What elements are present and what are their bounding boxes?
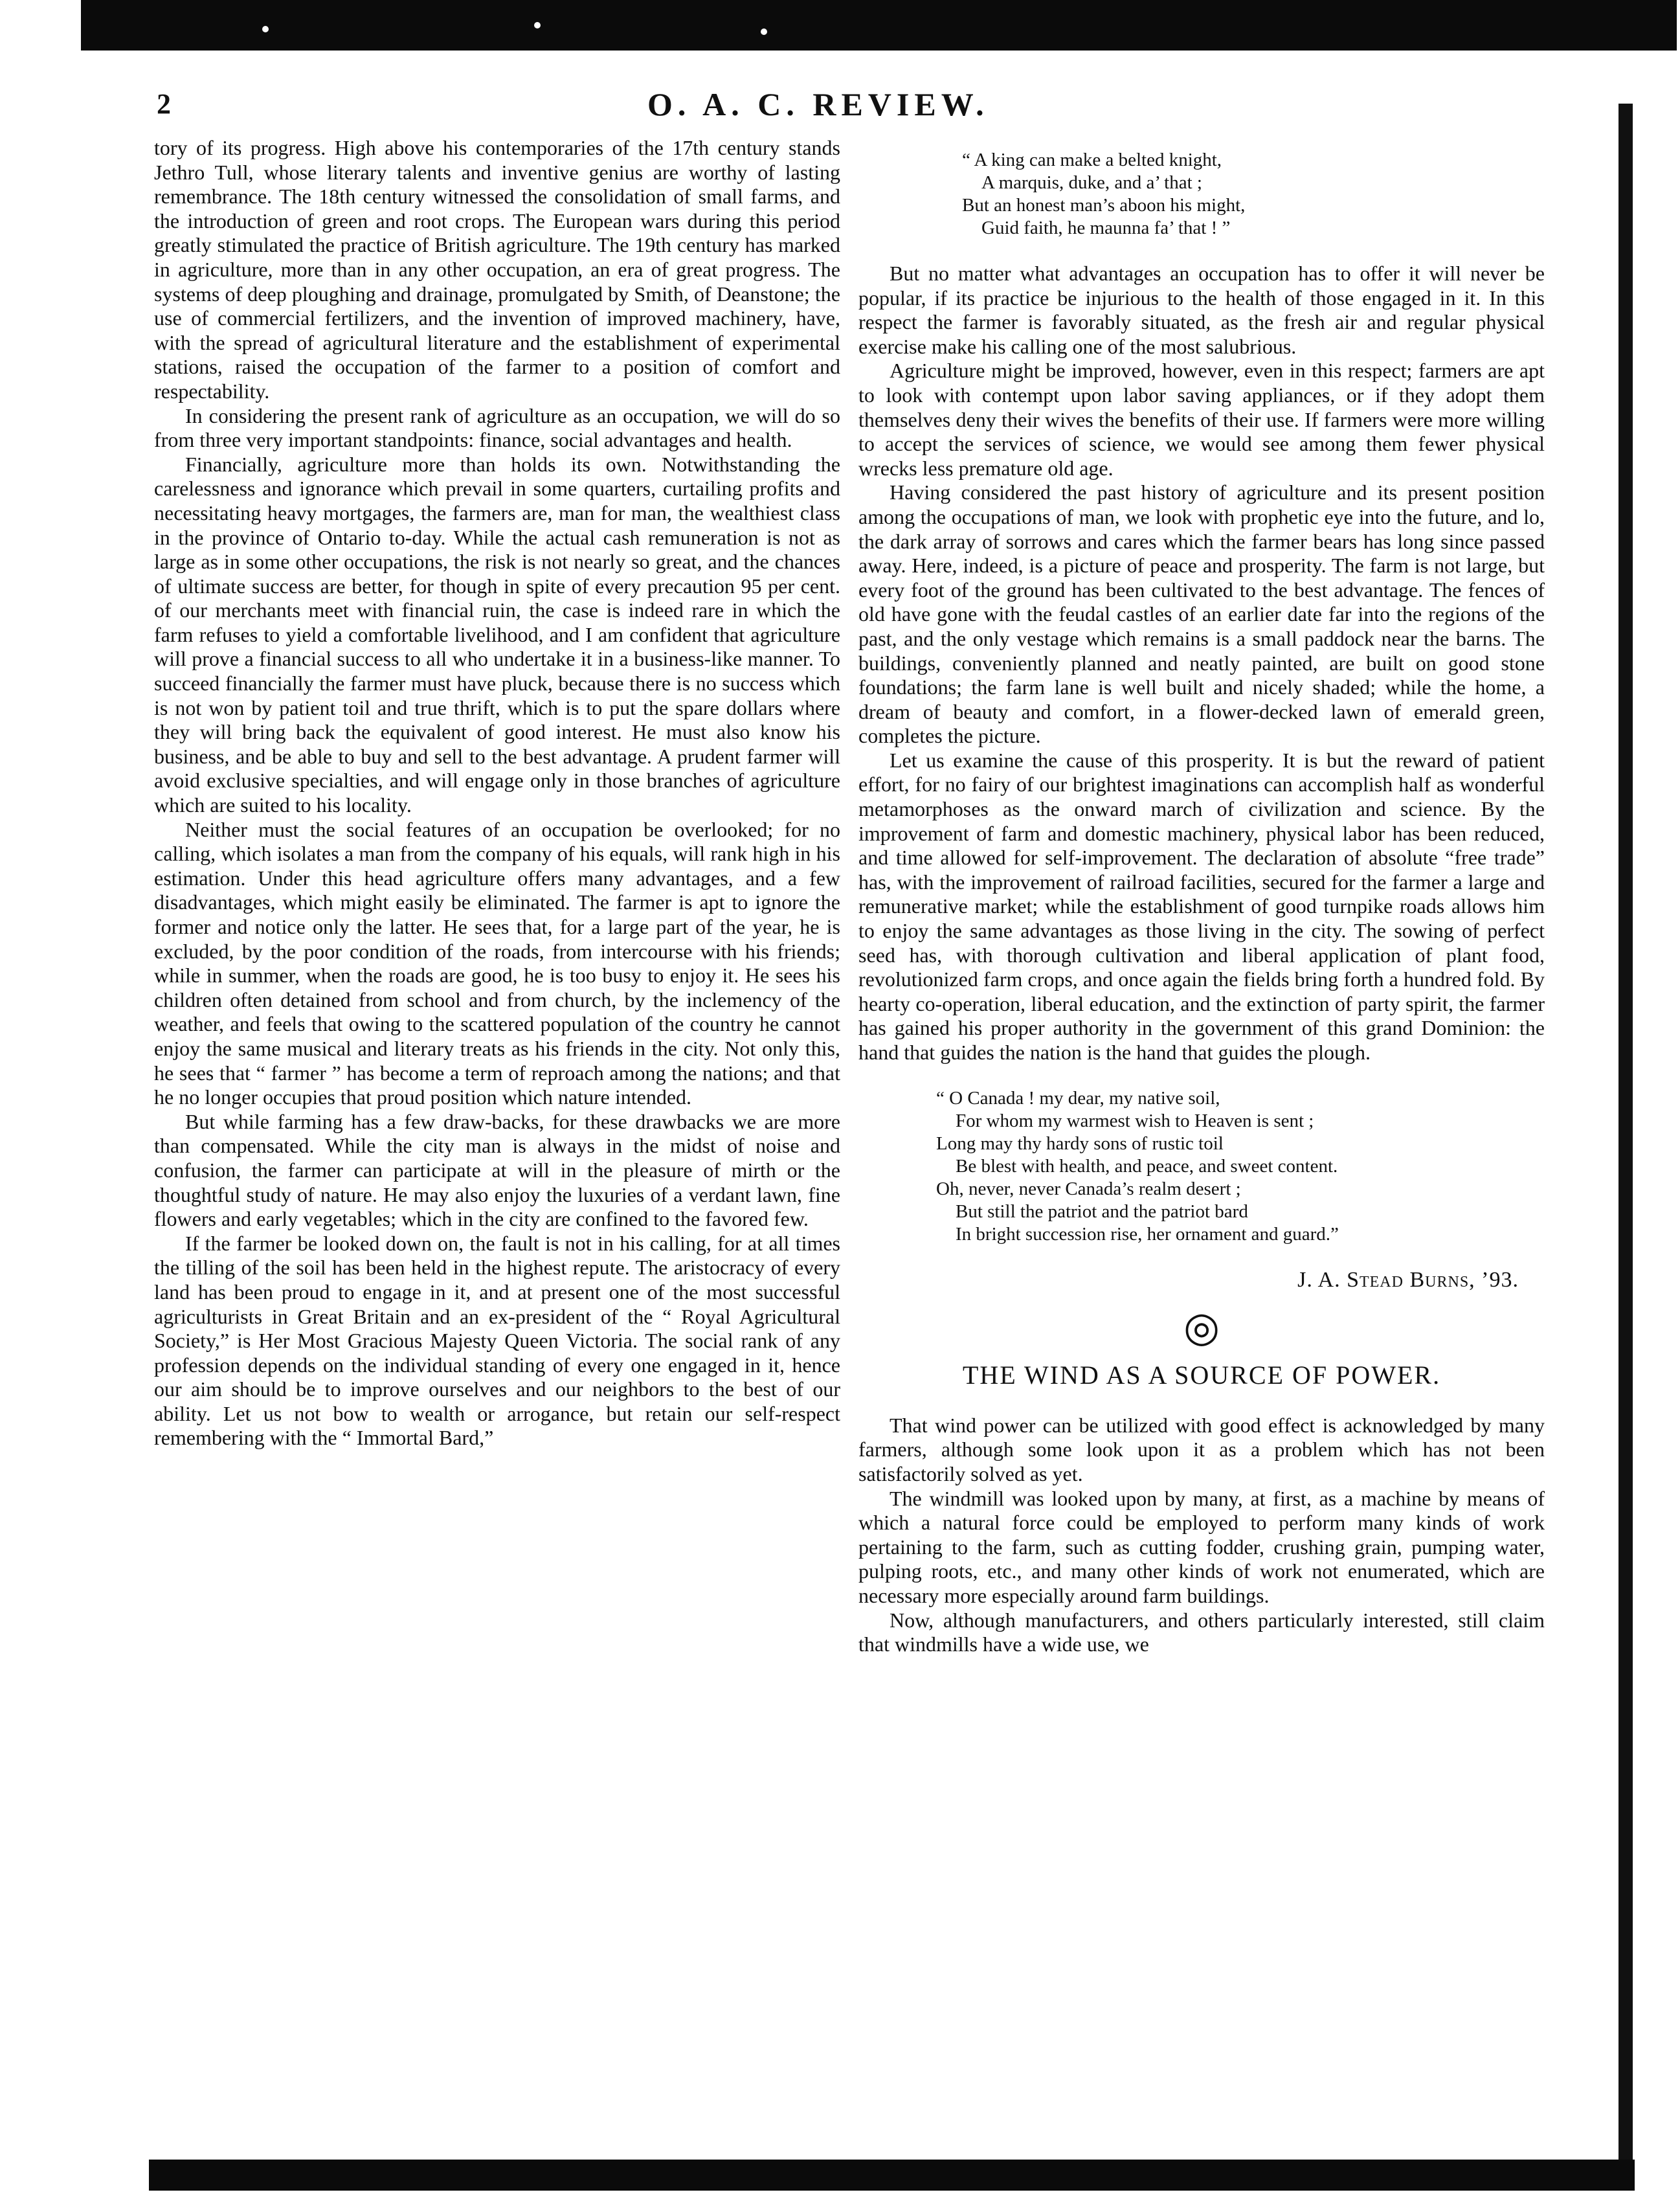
page-number: 2 — [157, 88, 171, 120]
top-scan-border — [81, 0, 1677, 51]
paragraph: The windmill was looked upon by many, at first, as a machine by means of which a natural force could be employed to perform many kinds of work pertaining to the farm, such as cutting fodder, crushing grain, pumping water, pulping roots, etc., and many other kinds of work not enumerated, which are necessary more especially around farm buildings. — [858, 1486, 1545, 1607]
ornament-icon: ◎ — [1183, 1304, 1220, 1351]
author-signature: J. A. Stead Burns, ’93. — [1297, 1267, 1519, 1292]
scan-speck — [761, 28, 767, 35]
paragraph: But no matter what advantages an occupation has to offer it will never be popular, if its practice be injurious to the health of those engaged in it. In this respect the farmer is favorably situated, as the fresh air and regular physical exercise make his calling one of the most salubrious. — [858, 262, 1545, 358]
verse-line: “ O Canada ! my dear, my native soil, — [936, 1087, 1220, 1109]
verse-line: For whom my warmest wish to Heaven is sent ; — [956, 1110, 1314, 1131]
verse-line: But still the patriot and the patriot bard — [956, 1201, 1248, 1222]
section-title: THE WIND AS A SOURCE OF POWER. — [962, 1360, 1441, 1390]
paragraph: Having considered the past history of agriculture and its present position among the occupations of man, we look with prophetic eye into the future, and lo, the dark array of sorrows and cares which the farmer bears has long since passed away. Here, indeed, is a picture of peace and prosperity. The farm is not large, but every foot of the ground has been cultivated to the best advantage. The fences of old have gone with the feudal castles of an earlier date far into the regions of the past, and the only vestage which remains is a small paddock near the barns. The buildings, conveniently planned and neatly painted, are built on good stone foundations; the farm lane is well built and nicely shaded; while the home, a dream of beauty and comfort, in a flower-decked lawn of emerald green, completes the picture. — [858, 480, 1545, 748]
verse-line: In bright succession rise, her ornament and guard.” — [956, 1223, 1339, 1245]
paragraph: Agriculture might be improved, however, even in this respect; farmers are apt to look with contempt upon labor saving appliances, or if they adopt them themselves deny their wives the benefits of their use. If farmers were more willing to accept the services of science, we would see among them fewer physical wrecks less premature old age. — [858, 359, 1545, 480]
running-head: O. A. C. REVIEW. — [647, 86, 989, 122]
scan-speck — [262, 26, 269, 32]
right-scan-border — [1618, 104, 1633, 2169]
paragraph: Now, although manufacturers, and others particularly interested, still claim that windmills have a wide use, we — [858, 1608, 1545, 1656]
paragraph: That wind power can be utilized with good effect is acknowledged by many farmers, although some look upon it as a problem which has not been satisfactorily solved as yet. — [858, 1413, 1545, 1485]
right-column — [858, 149, 1545, 1657]
paragraph: But while farming has a few draw-backs, for these drawbacks we are more than compensated. While the city man is always in the midst of noise and confusion, the farmer can participate at will in the pleasure of mirth or the thoughtful study of nature. He may also enjoy the luxuries of a verdant lawn, fine flowers and early vegetables; which in the city are confined to the favored few. — [154, 1109, 840, 1231]
verse-line: Long may thy hardy sons of rustic toil — [936, 1133, 1224, 1154]
scan-speck — [534, 22, 541, 28]
verse-line: Oh, never, never Canada’s realm desert ; — [936, 1178, 1241, 1199]
verse-line: “ A king can make a belted knight, — [962, 150, 1222, 170]
verse-burns — [962, 149, 1545, 240]
bottom-scan-border — [149, 2160, 1635, 2191]
verse-line: Be blest with health, and peace, and sweet content. — [956, 1155, 1338, 1177]
paragraph: In considering the present rank of agriculture as an occupation, we will do so from three very important standpoints: finance, social advantages and health. — [154, 403, 840, 452]
paragraph: Financially, agriculture more than holds its own. Notwithstanding the carelessness and ignorance which prevail in some quarters, curtailing profits and necessitating heavy mortgages, the farmers are, man for man, the wealthiest class in the province of Ontario to-day. While the actual cash remuneration is not as large as in some other occupations, the risk is not nearly so great, and the chances of ultimate success are better, for though in spite of every precaution 95 per cent. of our merchants meet with financial ruin, the case is indeed rare in which the farm refuses to yield a comfortable livelihood, and I am confident that agriculture will prove a financial success to all who undertake it in a business-like manner. To succeed financially the farmer must have pluck, because there is no success which is not won by patient toil and true thrift, which is to put the spare dollars where they will bring back the equivalent of good interest. He must also know his business, and be able to buy and sell to the best advantage. A prudent farmer will avoid exclusive specialties, and will engage only in those branches of agriculture which are suited to his locality. — [154, 452, 840, 817]
verse-line: But an honest man’s aboon his might, — [962, 195, 1246, 216]
verse-line: A marquis, duke, and a’ that ; — [981, 172, 1202, 193]
verse-line: Guid faith, he maunna fa’ that ! ” — [981, 218, 1231, 238]
paragraph: tory of its progress. High above his contemporaries of the 17th century stands Jethro Tull, whose literary talents and inventive genius are worthy of lasting remembrance. The 18th century witnessed the consolidation of small farms, and the introduction of green and root crops. The European wars during this period greatly stimulated the practice of British agriculture. The 19th century has marked in agriculture, more than in any other occupation, an era of great progress. The systems of deep ploughing and drainage, promulgated by Smith, of Deanstone; the use of commercial fertilizers, and the invention of improved machinery, have, with the spread of agricultural literature and the establishment of experimental stations, raised the occupation of the farmer to a position of comfort and respectability. — [154, 136, 840, 403]
paragraph: Let us examine the cause of this prosperity. It is but the reward of patient effort, for no fairy of our brightest imaginations can accomplish half as wonderful metamorphoses as the onward march of civilization and science. By the improvement of farm and domestic machinery, physical labor has been reduced, and time allowed for self-improvement. The declaration of absolute “free trade” has, with the improvement of railroad facilities, secured for the farmer a large and remunerative market; while the establishment of good turnpike roads allows him to enjoy the same advantages as those living in the city. The sowing of perfect seed has, with thorough cultivation and liberal application of plant food, revolutionized farm crops, and once again the fields bring forth a hundred fold. By hearty co-operation, liberal education, and the extinction of party spirit, the farmer has gained his proper authority in the government of this grand Dominion: the hand that guides the nation is the hand that guides the plough. — [858, 748, 1545, 1064]
left-column — [154, 136, 840, 1450]
paragraph: If the farmer be looked down on, the fault is not in his calling, for at all times the tilling of the soil has been held in the highest repute. The aristocracy of every land has been proud to engage in it, and at present one of the most successful agriculturists in Great Britain and an ex-president of the “ Royal Agricultural Society,” is Her Most Gracious Majesty Queen Victoria. The social rank of any profession depends on the individual standing of every one engaged in it, hence our aim should be to improve ourselves and our neighbors to the best of our ability. Let us not bow to wealth or arrogance, but retain our self-respect remembering with the “ Immortal Bard,” — [154, 1231, 840, 1450]
verse-o-canada — [936, 1087, 1545, 1246]
paragraph: Neither must the social features of an occupation be overlooked; for no calling, which isolates a man from the company of his equals, will rank high in his estimation. Under this head agriculture offers many advantages, and a few disadvantages, which might easily be eliminated. The farmer is apt to ignore the former and notice only the latter. He sees that, for a large part of the year, he is excluded, by the poor condition of the roads, from intercourse with his friends; while in summer, when the roads are good, he is too busy to enjoy it. He sees his children often detained from school and from church, by the inclemency of the weather, and feels that owing to the scattered population of the country he cannot enjoy the same musical and literary treats as his friends in the city. Not only this, he sees that “ farmer ” has become a term of reproach among the nations; and that he no longer occupies that proud position which nature intended. — [154, 817, 840, 1109]
